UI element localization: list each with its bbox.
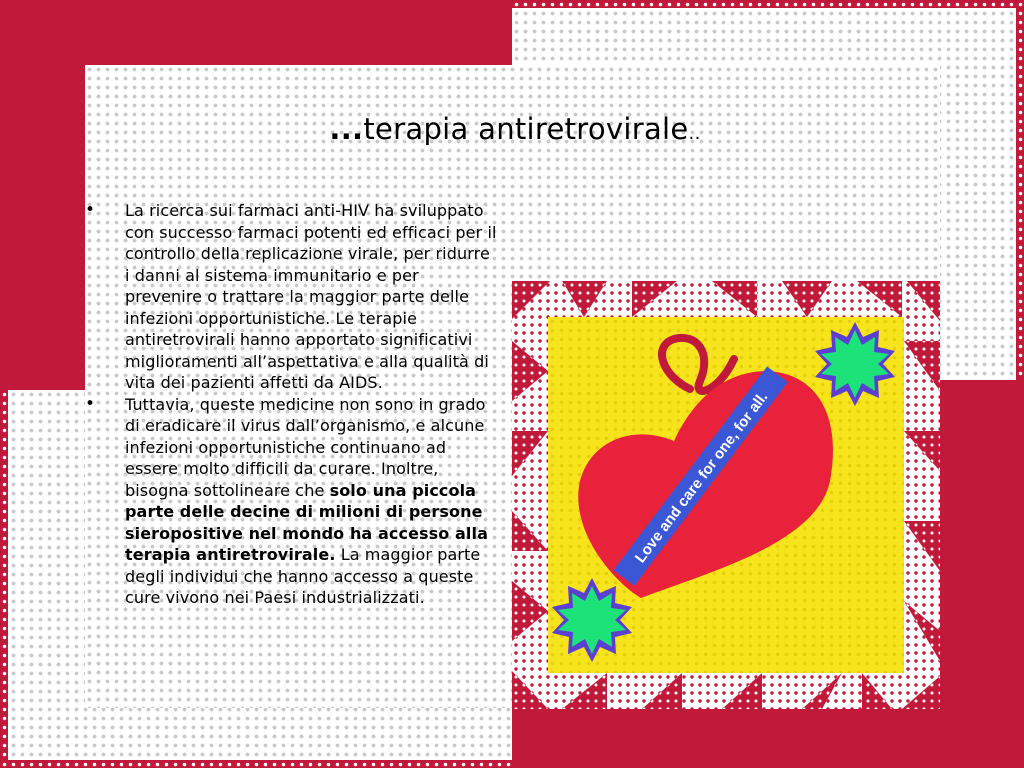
bullet-marker: • [85,393,96,414]
frame-red-dotted-border-top [512,0,1024,8]
title-prefix: ... [329,112,364,146]
frame-red-dotted-border-bottom [0,760,512,768]
aids-awareness-poster [512,281,940,709]
title-text: terapia antiretrovirale [363,112,689,146]
bullet-item-1 [85,200,505,394]
bullet-marker: • [85,200,96,220]
bullet-text-emphasis: solo una piccola parte delle decine di milioni di persone sieropositive nel mondo ha accesso alla terapia antiretrovirale. [125,480,488,564]
bullet-item-2 [85,394,505,609]
frame-red-dotted-border-right [1016,0,1024,380]
bullet-text [125,394,497,609]
slide-title [100,112,930,146]
bullet-text-outro: La maggior parte degli individui che hanno accesso a queste cure vivono nei Paesi industrializzati. [125,545,481,607]
bullet-list [85,200,505,609]
slogan-text: Love and care for one, for all. [631,388,772,567]
bullet-text-intro: Tuttavia, queste medicine non sono in grado di eradicare il virus dall’organismo, e alcune infezioni opportunistiche continuano ad essere molto difficili da curare. Inoltre, bisogna sottolineare che [125,394,486,500]
title-suffix: .. [688,123,701,144]
bullet-text: La ricerca sui farmaci anti-HIV ha sviluppato con successo farmaci potenti ed efficaci per il controllo della replicazione virale, per ridurre i danni al sistema immunitario e per prevenire o trattare la maggior parte delle infezioni opportunistiche. Le terapie antiretrovirali hanno apportato significativi miglioramenti all’aspettativa e alla qualità di vita dei pazienti affetti da AIDS. [125,201,497,392]
frame-red-dotted-border-left [0,390,8,768]
